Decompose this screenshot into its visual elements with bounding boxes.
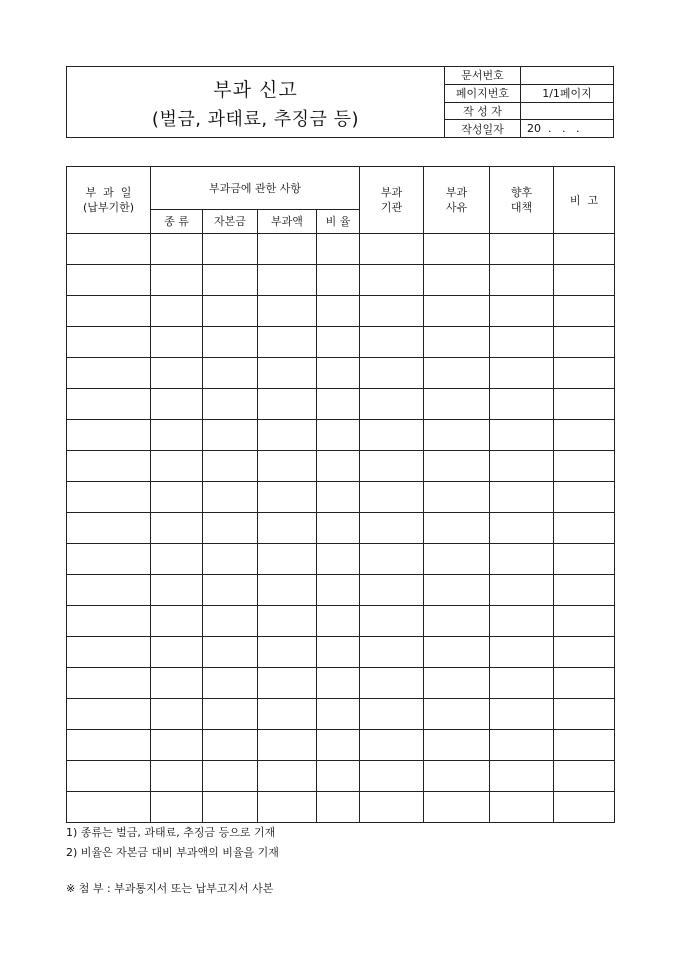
table-cell[interactable] <box>151 699 203 730</box>
table-cell[interactable] <box>67 265 151 296</box>
table-cell[interactable] <box>554 792 615 823</box>
table-cell[interactable] <box>258 389 317 420</box>
table-cell[interactable] <box>67 482 151 513</box>
table-cell[interactable] <box>490 451 554 482</box>
table-row <box>67 761 615 792</box>
document-meta-table <box>445 67 613 137</box>
table-cell[interactable] <box>360 544 424 575</box>
table-cell[interactable] <box>203 637 258 668</box>
table-cell[interactable] <box>424 730 490 761</box>
meta-label: 작성일자 <box>445 120 521 137</box>
table-cell[interactable] <box>554 234 615 265</box>
table-cell[interactable] <box>424 358 490 389</box>
table-cell[interactable] <box>360 637 424 668</box>
table-row <box>67 637 615 668</box>
table-cell[interactable] <box>67 699 151 730</box>
table-row <box>67 265 615 296</box>
footnotes <box>66 823 279 863</box>
footnote: 1) 종류는 벌금, 과태료, 추징금 등으로 기재 <box>66 826 276 839</box>
table-row <box>67 234 615 265</box>
table-cell[interactable] <box>67 513 151 544</box>
table-cell[interactable] <box>554 451 615 482</box>
table-cell[interactable] <box>490 637 554 668</box>
table-cell[interactable] <box>554 389 615 420</box>
table-cell[interactable] <box>554 668 615 699</box>
table-row <box>67 792 615 823</box>
table-cell[interactable] <box>67 637 151 668</box>
table-cell[interactable] <box>317 234 360 265</box>
table-cell[interactable] <box>203 761 258 792</box>
table-cell[interactable] <box>203 730 258 761</box>
table-cell[interactable] <box>317 451 360 482</box>
table-cell[interactable] <box>317 296 360 327</box>
table-row <box>67 606 615 637</box>
table-cell[interactable] <box>203 327 258 358</box>
table-cell[interactable] <box>203 513 258 544</box>
table-cell[interactable] <box>203 451 258 482</box>
table-cell[interactable] <box>424 761 490 792</box>
col-header-reason <box>424 167 490 234</box>
table-cell[interactable] <box>360 575 424 606</box>
table-cell[interactable] <box>317 730 360 761</box>
meta-label: 문서번호 <box>445 67 521 84</box>
table-row <box>67 358 615 389</box>
table-cell[interactable] <box>360 606 424 637</box>
table-cell[interactable] <box>490 513 554 544</box>
table-cell[interactable] <box>490 482 554 513</box>
table-cell[interactable] <box>203 575 258 606</box>
imposition-table <box>66 166 615 823</box>
table-cell[interactable] <box>67 668 151 699</box>
header-line: 대책 <box>510 201 533 214</box>
table-cell[interactable] <box>317 668 360 699</box>
col-header-capital: 자본금 <box>203 210 258 234</box>
table-cell[interactable] <box>203 544 258 575</box>
col-header-future-plan <box>490 167 554 234</box>
table-cell[interactable] <box>554 544 615 575</box>
table-row <box>67 451 615 482</box>
table-cell[interactable] <box>151 420 203 451</box>
table-cell[interactable] <box>360 513 424 544</box>
table-cell[interactable] <box>554 575 615 606</box>
table-cell[interactable] <box>258 668 317 699</box>
table-cell[interactable] <box>203 234 258 265</box>
table-row <box>67 296 615 327</box>
table-cell[interactable] <box>151 296 203 327</box>
table-cell[interactable] <box>151 389 203 420</box>
meta-row-date <box>445 120 613 137</box>
table-cell[interactable] <box>554 637 615 668</box>
table-cell[interactable] <box>424 668 490 699</box>
table-cell[interactable] <box>258 637 317 668</box>
table-cell[interactable] <box>67 606 151 637</box>
table-row <box>67 327 615 358</box>
col-header-amount: 부과액 <box>258 210 317 234</box>
table-cell[interactable] <box>151 234 203 265</box>
document-subtitle: (벌금, 과태료, 추징금 등) <box>151 109 360 130</box>
table-cell[interactable] <box>424 792 490 823</box>
table-cell[interactable] <box>67 451 151 482</box>
table-cell[interactable] <box>203 606 258 637</box>
table-cell[interactable] <box>360 792 424 823</box>
table-cell[interactable] <box>424 451 490 482</box>
meta-label: 작 성 자 <box>445 103 521 120</box>
table-cell[interactable] <box>424 420 490 451</box>
document-header <box>66 66 614 138</box>
table-cell[interactable] <box>203 482 258 513</box>
table-cell[interactable] <box>490 327 554 358</box>
table-cell[interactable] <box>490 761 554 792</box>
table-cell[interactable] <box>258 265 317 296</box>
table-cell[interactable] <box>258 327 317 358</box>
col-header-group-charges: 부과금에 관한 사항 <box>151 167 360 210</box>
table-cell[interactable] <box>360 482 424 513</box>
table-cell[interactable] <box>554 761 615 792</box>
table-cell[interactable] <box>424 606 490 637</box>
header-line: (납부기한) <box>82 201 135 214</box>
table-cell[interactable] <box>151 668 203 699</box>
table-cell[interactable] <box>258 358 317 389</box>
table-cell[interactable] <box>258 792 317 823</box>
header-line: 부 과 일 <box>85 186 132 199</box>
table-cell[interactable] <box>424 544 490 575</box>
table-cell[interactable] <box>258 730 317 761</box>
col-header-remarks: 비 고 <box>554 167 615 234</box>
table-row <box>67 730 615 761</box>
table-cell[interactable] <box>151 482 203 513</box>
table-row <box>67 544 615 575</box>
table-row <box>67 389 615 420</box>
footnote: 2) 비율은 자본금 대비 부과액의 비율을 기재 <box>66 846 279 859</box>
table-cell[interactable] <box>67 792 151 823</box>
header-line: 부과 <box>445 186 468 199</box>
table-cell[interactable] <box>151 637 203 668</box>
table-cell[interactable] <box>490 234 554 265</box>
table-cell[interactable] <box>490 575 554 606</box>
table-cell[interactable] <box>151 575 203 606</box>
table-cell[interactable] <box>67 420 151 451</box>
meta-row-doc-number <box>445 67 613 85</box>
table-cell[interactable] <box>258 761 317 792</box>
table-cell[interactable] <box>360 265 424 296</box>
table-cell[interactable] <box>424 637 490 668</box>
table-cell[interactable] <box>490 699 554 730</box>
table-cell[interactable] <box>151 730 203 761</box>
meta-value-doc-number[interactable] <box>521 67 613 84</box>
table-cell[interactable] <box>360 699 424 730</box>
table-cell[interactable] <box>67 389 151 420</box>
meta-row-author <box>445 103 613 121</box>
table-cell[interactable] <box>490 358 554 389</box>
meta-label: 페이지번호 <box>445 85 521 102</box>
table-cell[interactable] <box>203 420 258 451</box>
table-cell[interactable] <box>67 358 151 389</box>
table-cell[interactable] <box>203 389 258 420</box>
header-line: 기관 <box>380 201 403 214</box>
table-cell[interactable] <box>151 792 203 823</box>
table-cell[interactable] <box>258 420 317 451</box>
table-cell[interactable] <box>490 389 554 420</box>
table-cell[interactable] <box>151 761 203 792</box>
table-cell[interactable] <box>67 730 151 761</box>
table-cell[interactable] <box>360 327 424 358</box>
table-cell[interactable] <box>203 792 258 823</box>
table-cell[interactable] <box>424 265 490 296</box>
table-cell[interactable] <box>203 699 258 730</box>
table-cell[interactable] <box>151 544 203 575</box>
table-cell[interactable] <box>424 575 490 606</box>
table-row <box>67 668 615 699</box>
meta-value-page-number: 1/1페이지 <box>542 87 592 101</box>
table-cell[interactable] <box>203 358 258 389</box>
table-cell[interactable] <box>317 265 360 296</box>
table-cell[interactable] <box>258 575 317 606</box>
table-cell[interactable] <box>360 296 424 327</box>
table-cell[interactable] <box>554 513 615 544</box>
table-cell[interactable] <box>554 296 615 327</box>
table-row <box>67 513 615 544</box>
table-cell[interactable] <box>490 420 554 451</box>
header-line: 향후 <box>510 186 533 199</box>
attachment-note: ※ 첨 부 : 부과통지서 또는 납부고지서 사본 <box>66 882 274 895</box>
table-row <box>67 420 615 451</box>
table-cell[interactable] <box>554 482 615 513</box>
table-cell[interactable] <box>360 668 424 699</box>
table-cell[interactable] <box>424 699 490 730</box>
table-cell[interactable] <box>67 575 151 606</box>
table-cell[interactable] <box>424 296 490 327</box>
table-cell[interactable] <box>490 792 554 823</box>
col-header-agency <box>360 167 424 234</box>
table-cell[interactable] <box>317 606 360 637</box>
table-cell[interactable] <box>67 327 151 358</box>
table-cell[interactable] <box>554 327 615 358</box>
table-cell[interactable] <box>554 420 615 451</box>
table-cell[interactable] <box>554 606 615 637</box>
meta-value-date[interactable]: 20 . . . <box>527 122 580 136</box>
table-cell[interactable] <box>360 420 424 451</box>
table-cell[interactable] <box>203 265 258 296</box>
table-cell[interactable] <box>554 699 615 730</box>
table-cell[interactable] <box>554 730 615 761</box>
table-cell[interactable] <box>490 730 554 761</box>
table-cell[interactable] <box>151 358 203 389</box>
table-cell[interactable] <box>258 606 317 637</box>
table-cell[interactable] <box>67 296 151 327</box>
col-header-ratio: 비 율 <box>317 210 360 234</box>
table-row <box>67 699 615 730</box>
table-cell[interactable] <box>317 420 360 451</box>
header-line: 사유 <box>445 201 468 214</box>
table-cell[interactable] <box>258 513 317 544</box>
table-cell[interactable] <box>258 451 317 482</box>
table-cell[interactable] <box>151 451 203 482</box>
table-cell[interactable] <box>317 482 360 513</box>
table-cell[interactable] <box>360 358 424 389</box>
header-line: 부과 <box>380 186 403 199</box>
table-cell[interactable] <box>360 761 424 792</box>
table-cell[interactable] <box>151 327 203 358</box>
table-cell[interactable] <box>151 513 203 544</box>
document-title: 부과 신고 <box>213 79 298 101</box>
table-cell[interactable] <box>424 482 490 513</box>
table-cell[interactable] <box>203 296 258 327</box>
table-cell[interactable] <box>317 575 360 606</box>
table-cell[interactable] <box>258 482 317 513</box>
table-body <box>67 234 615 823</box>
table-cell[interactable] <box>67 761 151 792</box>
table-cell[interactable] <box>317 389 360 420</box>
table-cell[interactable] <box>317 544 360 575</box>
table-cell[interactable] <box>317 761 360 792</box>
table-cell[interactable] <box>490 544 554 575</box>
table-cell[interactable] <box>203 668 258 699</box>
meta-row-page-number <box>445 85 613 103</box>
table-cell[interactable] <box>317 358 360 389</box>
table-cell[interactable] <box>424 327 490 358</box>
table-cell[interactable] <box>554 265 615 296</box>
meta-value-author[interactable] <box>521 103 613 120</box>
table-cell[interactable] <box>360 730 424 761</box>
table-cell[interactable] <box>151 265 203 296</box>
table-cell[interactable] <box>67 234 151 265</box>
table-cell[interactable] <box>317 637 360 668</box>
table-row <box>67 575 615 606</box>
table-cell[interactable] <box>317 513 360 544</box>
table-cell[interactable] <box>360 451 424 482</box>
col-header-type: 종 류 <box>151 210 203 234</box>
table-cell[interactable] <box>317 792 360 823</box>
table-cell[interactable] <box>67 544 151 575</box>
title-area <box>67 67 445 137</box>
table-cell[interactable] <box>554 358 615 389</box>
table-cell[interactable] <box>490 296 554 327</box>
table-row <box>67 482 615 513</box>
table-cell[interactable] <box>490 668 554 699</box>
table-cell[interactable] <box>258 699 317 730</box>
table-cell[interactable] <box>258 544 317 575</box>
table-cell[interactable] <box>490 606 554 637</box>
table-cell[interactable] <box>317 327 360 358</box>
table-cell[interactable] <box>258 234 317 265</box>
table-cell[interactable] <box>424 234 490 265</box>
table-cell[interactable] <box>360 234 424 265</box>
table-cell[interactable] <box>317 699 360 730</box>
table-cell[interactable] <box>360 389 424 420</box>
table-cell[interactable] <box>424 389 490 420</box>
col-header-imposition-date <box>67 167 151 234</box>
table-cell[interactable] <box>151 606 203 637</box>
table-cell[interactable] <box>424 513 490 544</box>
table-cell[interactable] <box>490 265 554 296</box>
table-cell[interactable] <box>258 296 317 327</box>
